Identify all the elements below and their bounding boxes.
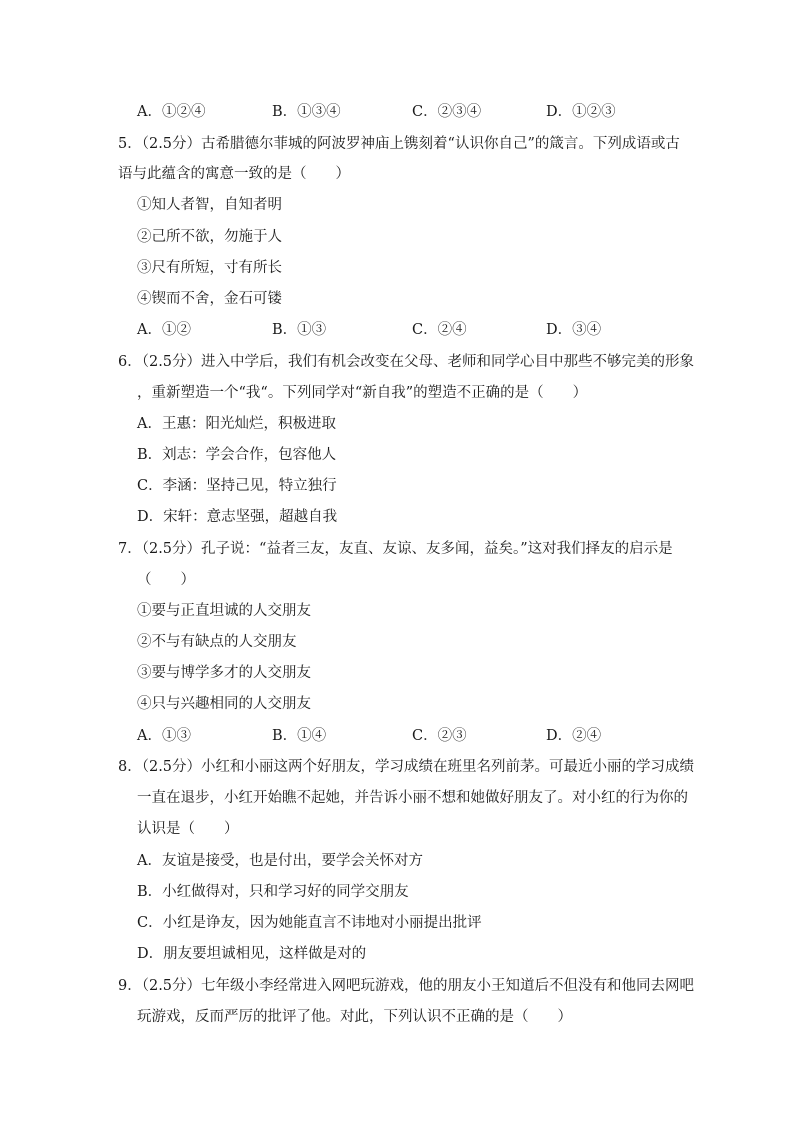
q8-option-c: C．小红是诤友，因为她能直言不讳地对小丽提出批评 [137, 915, 482, 931]
q7-option-a: A．①③ [137, 728, 191, 744]
q7-item-2: ②不与有缺点的人交朋友 [137, 634, 297, 650]
q8-stem-line-3: 认识是（ ） [137, 821, 239, 837]
q6-stem-line-1: 6．（2.5分）进入中学后，我们有机会改变在父母、老师和同学心目中那些不够完美的形象 [118, 354, 695, 370]
q5-stem-line-2: 语与此蕴含的寓意一致的是（ ） [118, 166, 350, 182]
q6-option-d: D．宋轩：意志坚强，超越自我 [137, 509, 338, 525]
q5-item-4: ④锲而不舍，金石可镂 [137, 291, 282, 307]
q7-item-4: ④只与兴趣相同的人交朋友 [137, 696, 311, 712]
q6-option-b: B．刘志：学会合作，包容他人 [137, 447, 337, 463]
q5-item-1: ①知人者智，自知者明 [137, 197, 282, 213]
q7-stem-line-1: 7．（2.5分）孔子说：“益者三友，友直、友谅、友多闻，益矣。”这对我们择友的启示是 [118, 541, 673, 557]
q4-option-b: B．①③④ [272, 104, 341, 120]
q9-stem-line-1: 9．（2.5分）七年级小李经常进入网吧玩游戏，他的朋友小王知道后不但没有和他同去网吧 [118, 978, 695, 994]
q7-item-3: ③要与博学多才的人交朋友 [137, 665, 311, 681]
q5-option-b: B．①③ [272, 322, 327, 338]
q7-stem-line-2: （ ） [137, 572, 195, 588]
q7-option-d: D．②④ [546, 728, 602, 744]
q4-option-a: A．①②④ [137, 104, 206, 120]
q4-option-c: C．②③④ [412, 104, 482, 120]
q6-option-a: A．王惠：阳光灿烂，积极进取 [137, 416, 336, 432]
q8-option-d: D．朋友要坦诚相见，这样做是对的 [137, 946, 367, 962]
q7-option-b: B．①④ [272, 728, 327, 744]
q6-stem-line-2: ，重新塑造一个“我“。下列同学对“新自我”的塑造不正确的是（ ） [137, 385, 588, 401]
q5-stem-line-1: 5．（2.5分）古希腊德尔菲城的阿波罗神庙上镌刻着“认识你自己”的箴言。下列成语或古 [118, 136, 680, 152]
q8-option-a: A．友谊是接受，也是付出，要学会关怀对方 [137, 853, 423, 869]
q7-item-1: ①要与正直坦诚的人交朋友 [137, 603, 311, 619]
q7-option-c: C．②③ [412, 728, 467, 744]
q5-item-2: ②己所不欲，勿施于人 [137, 229, 282, 245]
q9-stem-line-2: 玩游戏，反而严厉的批评了他。对此，下列认识不正确的是（ ） [137, 1009, 572, 1025]
q8-option-b: B．小红做得对，只和学习好的同学交朋友 [137, 884, 409, 900]
q5-item-3: ③尺有所短，寸有所长 [137, 260, 282, 276]
q5-option-c: C．②④ [412, 322, 467, 338]
q4-option-d: D．①②③ [546, 104, 616, 120]
q8-stem-line-1: 8．（2.5分）小红和小丽这两个好朋友，学习成绩在班里名列前茅。可最近小丽的学习成绩 [118, 759, 695, 775]
q5-option-d: D．③④ [546, 322, 602, 338]
q6-option-c: C．李涵：坚持己见，特立独行 [137, 478, 337, 494]
q5-option-a: A．①② [137, 322, 191, 338]
q8-stem-line-2: 一直在退步，小红开始瞧不起她，并告诉小丽不想和她做好朋友了。对小红的行为你的 [137, 790, 688, 806]
